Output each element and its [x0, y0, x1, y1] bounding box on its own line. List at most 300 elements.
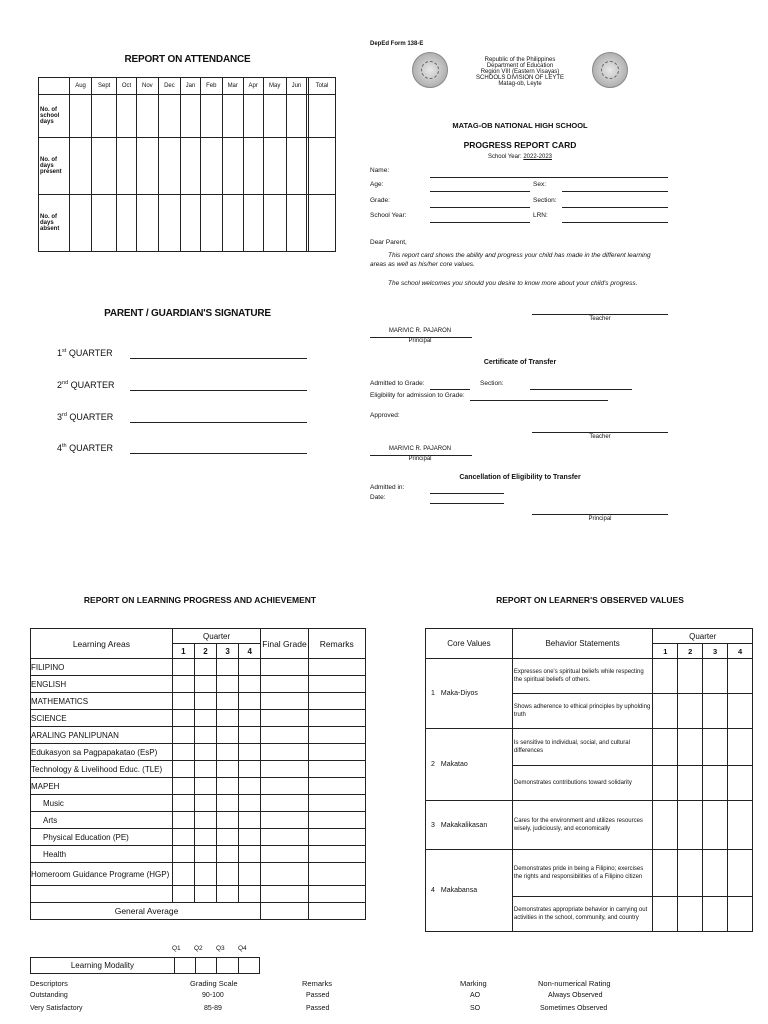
- grade-cell[interactable]: [261, 795, 308, 812]
- quarter-text: QUARTER: [69, 443, 113, 453]
- subject-row: [31, 778, 366, 795]
- transfer-principal-label: Principal: [408, 456, 432, 462]
- grading-scale: [30, 979, 370, 1018]
- grade-cell[interactable]: [217, 795, 239, 812]
- col-remarks: Remarks: [308, 629, 365, 659]
- grade-cell[interactable]: [172, 778, 194, 795]
- value-rating-cell[interactable]: [703, 766, 728, 801]
- attendance-cell[interactable]: [136, 95, 158, 138]
- attendance-cell[interactable]: [158, 195, 180, 252]
- age-field[interactable]: [430, 191, 530, 192]
- grade-cell[interactable]: [239, 676, 261, 693]
- attendance-cell[interactable]: [309, 195, 336, 252]
- row-label-line: days: [40, 119, 54, 125]
- school-year-label: School Year:: [487, 154, 522, 160]
- values-quarter-number: 1: [653, 644, 678, 659]
- attendance-cell[interactable]: [243, 138, 263, 195]
- grade-cell[interactable]: [239, 761, 261, 778]
- cancel-principal-line[interactable]: [532, 514, 668, 515]
- modality-table: [30, 957, 260, 974]
- value-rating-cell[interactable]: [653, 801, 678, 850]
- core-value-number: 2: [431, 761, 435, 768]
- grade-cell[interactable]: [239, 829, 261, 846]
- transfer-teacher-label: Teacher: [589, 434, 611, 440]
- quarter-suffix: st: [62, 348, 67, 354]
- teacher-sign-line[interactable]: [532, 314, 668, 315]
- grade-cell[interactable]: [172, 744, 194, 761]
- grade-cell[interactable]: [217, 710, 239, 727]
- quarter-suffix: th: [62, 443, 67, 449]
- quarter-number-header: 3: [217, 644, 239, 659]
- general-average-remarks[interactable]: [308, 903, 365, 920]
- deped-seal-icon: [412, 52, 448, 88]
- attendance-cell[interactable]: [201, 195, 222, 252]
- name-field[interactable]: [430, 177, 668, 178]
- descriptor: Outstanding: [30, 992, 68, 999]
- grade-cell[interactable]: [172, 829, 194, 846]
- grade-cell[interactable]: [308, 710, 365, 727]
- core-value-number: 1: [431, 690, 435, 697]
- attendance-cell[interactable]: [263, 95, 286, 138]
- value-rating-cell[interactable]: [653, 694, 678, 729]
- grade-cell[interactable]: [217, 676, 239, 693]
- quarter-number: 2: [57, 380, 63, 390]
- core-value: [426, 801, 513, 850]
- grade-cell[interactable]: [261, 886, 308, 903]
- subject-name: MATHEMATICS: [31, 693, 173, 710]
- grade-cell[interactable]: [172, 795, 194, 812]
- sex-field[interactable]: [562, 191, 668, 192]
- grade-cell[interactable]: [239, 659, 261, 676]
- subject-row: [31, 744, 366, 761]
- modality-label: Learning Modality: [31, 958, 175, 974]
- value-rating-cell[interactable]: [728, 850, 753, 897]
- attendance-cell[interactable]: [222, 138, 243, 195]
- attendance-cell[interactable]: [92, 138, 117, 195]
- subject-name: Music: [31, 795, 173, 812]
- month-header: Jun: [286, 78, 306, 95]
- general-average-row: [31, 903, 366, 920]
- grade-cell[interactable]: [239, 812, 261, 829]
- sex-label: Sex:: [533, 181, 547, 188]
- general-average-value[interactable]: [261, 903, 308, 920]
- attendance-row: [39, 138, 336, 195]
- subject-name: SCIENCE: [31, 710, 173, 727]
- month-header: Nov: [136, 78, 158, 95]
- grade-cell[interactable]: [217, 744, 239, 761]
- grade-cell[interactable]: [308, 863, 365, 886]
- modality-cell[interactable]: [174, 958, 195, 974]
- value-rating-cell[interactable]: [678, 897, 703, 932]
- marking-rating: Always Observed: [548, 992, 603, 999]
- subject-name: MAPEH: [31, 778, 173, 795]
- grade-cell[interactable]: [261, 812, 308, 829]
- quarter-number: 1: [57, 348, 63, 358]
- attendance-cell[interactable]: [92, 95, 117, 138]
- month-header: Jan: [180, 78, 200, 95]
- attendance-cell[interactable]: [222, 195, 243, 252]
- division-seal-icon: [592, 52, 628, 88]
- core-value: [426, 729, 513, 801]
- subject-row: [31, 693, 366, 710]
- approved-label: Approved:: [370, 412, 400, 419]
- subject-row: [31, 795, 366, 812]
- core-value-name: Makabansa: [440, 887, 478, 894]
- school-name: MATAG-OB NATIONAL HIGH SCHOOL: [452, 121, 588, 130]
- marking-code: SO: [470, 1005, 481, 1012]
- lrn-field[interactable]: [562, 222, 668, 223]
- attendance-cell[interactable]: [117, 138, 137, 195]
- grade-cell[interactable]: [194, 710, 216, 727]
- row-label-line: days: [40, 220, 54, 226]
- learning-table: [30, 628, 366, 920]
- grade-cell[interactable]: [261, 744, 308, 761]
- value-rating-cell[interactable]: [653, 850, 678, 897]
- value-rating-cell[interactable]: [728, 766, 753, 801]
- quarter-label: [57, 443, 113, 453]
- grade-cell[interactable]: [308, 693, 365, 710]
- attendance-cell[interactable]: [222, 95, 243, 138]
- eligibility-label: Eligibility for admission to Grade:: [370, 392, 465, 399]
- value-rating-cell[interactable]: [728, 801, 753, 850]
- quarter-label: [57, 412, 113, 422]
- grade-cell[interactable]: [261, 659, 308, 676]
- attendance-cell[interactable]: [263, 195, 286, 252]
- attendance-cell[interactable]: [286, 195, 306, 252]
- grade-cell[interactable]: [194, 761, 216, 778]
- cancel-date-field[interactable]: [430, 503, 504, 504]
- transfer-section-field[interactable]: [530, 389, 632, 390]
- attendance-row-label: [39, 195, 70, 252]
- grade-cell[interactable]: [261, 863, 308, 886]
- grade-cell[interactable]: [239, 710, 261, 727]
- value-rating-cell[interactable]: [703, 897, 728, 932]
- transfer-admitted-label: Admitted to Grade:: [370, 380, 425, 387]
- marking-legend: [440, 979, 740, 1018]
- grade-cell[interactable]: [217, 846, 239, 863]
- grade-cell[interactable]: [239, 846, 261, 863]
- marking-header: Marking: [460, 979, 487, 988]
- grade-cell[interactable]: [239, 693, 261, 710]
- grade-cell[interactable]: [194, 829, 216, 846]
- grade-cell[interactable]: [261, 676, 308, 693]
- grade-cell[interactable]: [308, 795, 365, 812]
- grade-cell[interactable]: [194, 778, 216, 795]
- grade-cell[interactable]: [172, 659, 194, 676]
- signature-line[interactable]: [130, 390, 307, 391]
- descriptor: Very Satisfactory: [30, 1005, 83, 1012]
- subject-row: [31, 761, 366, 778]
- subject-name: [31, 886, 173, 903]
- values-quarter-number: 4: [728, 644, 753, 659]
- subject-row: [31, 886, 366, 903]
- learning-title: REPORT ON LEARNING PROGRESS AND ACHIEVEMENT: [83, 595, 317, 605]
- subject-name: Arts: [31, 812, 173, 829]
- grade-cell[interactable]: [308, 812, 365, 829]
- behavior-statement: Is sensitive to individual, social, and cultural differences: [512, 729, 652, 766]
- section-label: Section:: [533, 197, 557, 204]
- value-rating-cell[interactable]: [703, 801, 728, 850]
- transfer-section-label: Section:: [480, 380, 504, 387]
- header-line: Republic of the Philippines: [484, 57, 556, 63]
- grade-cell[interactable]: [261, 727, 308, 744]
- month-header: Dec: [158, 78, 180, 95]
- behavior-statement: Demonstrates appropriate behavior in carrying out activities in the school, community, and country: [512, 897, 652, 932]
- name-label: Name:: [370, 167, 390, 174]
- grade-cell[interactable]: [217, 693, 239, 710]
- grade-cell[interactable]: [239, 795, 261, 812]
- grade-cell[interactable]: [217, 863, 239, 886]
- attendance-cell[interactable]: [180, 138, 200, 195]
- grade-field[interactable]: [430, 207, 530, 208]
- grade-cell[interactable]: [194, 693, 216, 710]
- attendance-cell[interactable]: [117, 195, 137, 252]
- attendance-cell[interactable]: [243, 95, 263, 138]
- month-header: May: [263, 78, 286, 95]
- grading-remarks-header: Remarks: [302, 979, 333, 988]
- attendance-cell[interactable]: [286, 95, 306, 138]
- grade-cell[interactable]: [308, 829, 365, 846]
- signature-line[interactable]: [130, 358, 307, 359]
- row-label-line: school: [40, 113, 60, 119]
- transfer-title: Certificate of Transfer: [483, 359, 557, 366]
- header-line: Region VIII (Eastern Visayas): [480, 69, 560, 75]
- row-label-line: days: [40, 163, 54, 169]
- grade-cell[interactable]: [172, 710, 194, 727]
- row-label-line: absent: [40, 226, 60, 232]
- attendance-row-label: [39, 95, 70, 138]
- signature-line[interactable]: [130, 422, 307, 423]
- rating-header: Non-numerical Rating: [538, 979, 611, 988]
- attendance-cell[interactable]: [180, 195, 200, 252]
- signature-line[interactable]: [130, 453, 307, 454]
- grade-cell[interactable]: [308, 659, 365, 676]
- grade-cell[interactable]: [308, 727, 365, 744]
- grade-cell[interactable]: [261, 778, 308, 795]
- grade-cell[interactable]: [194, 846, 216, 863]
- value-rating-cell[interactable]: [678, 801, 703, 850]
- col-learning-areas: Learning Areas: [31, 629, 173, 659]
- grade-cell[interactable]: [308, 846, 365, 863]
- cancel-principal-label: Principal: [588, 516, 612, 522]
- subject-name: ENGLISH: [31, 676, 173, 693]
- age-label: Age:: [370, 181, 384, 188]
- grade-cell[interactable]: [239, 778, 261, 795]
- quarter-label: [57, 348, 113, 358]
- header-line: SCHOOLS DIVISION OF LEYTE: [475, 75, 565, 81]
- quarter-number-header: 2: [194, 644, 216, 659]
- grade-cell[interactable]: [194, 676, 216, 693]
- value-rating-cell[interactable]: [703, 729, 728, 766]
- behavior-row: [426, 850, 753, 897]
- quarter-number-header: 4: [239, 644, 261, 659]
- attendance-cell[interactable]: [180, 95, 200, 138]
- grade-cell[interactable]: [261, 693, 308, 710]
- attendance-corner: [39, 78, 70, 95]
- behavior-statement: Demonstrates pride in being a Filipino; exercises the rights and responsibilities of a Filipino citizen: [512, 850, 652, 897]
- value-rating-cell[interactable]: [678, 694, 703, 729]
- behavior-row: [426, 801, 753, 850]
- attendance-cell[interactable]: [263, 138, 286, 195]
- behavior-statement: Cares for the environment and utilizes resources wisely, judiciously, and economically: [512, 801, 652, 850]
- value-rating-cell[interactable]: [703, 850, 728, 897]
- quarter-suffix: nd: [62, 380, 69, 386]
- value-rating-cell[interactable]: [728, 897, 753, 932]
- value-rating-cell[interactable]: [653, 897, 678, 932]
- attendance-cell[interactable]: [201, 138, 222, 195]
- value-rating-cell[interactable]: [653, 766, 678, 801]
- grade-cell[interactable]: [239, 744, 261, 761]
- grade-cell[interactable]: [239, 886, 261, 903]
- grade-cell[interactable]: [194, 744, 216, 761]
- school-year-line: [370, 154, 670, 160]
- form-number: DepEd Form 138-E: [370, 41, 424, 47]
- grade-cell[interactable]: [194, 795, 216, 812]
- school-year-value: 2022-2023: [523, 154, 553, 160]
- attendance-cell[interactable]: [70, 95, 92, 138]
- behavior-statement: Expresses one's spiritual beliefs while respecting the spiritual beliefs of others.: [512, 659, 652, 694]
- transfer-teacher-line[interactable]: [532, 432, 668, 433]
- grade-cell[interactable]: [261, 846, 308, 863]
- attendance-cell[interactable]: [201, 95, 222, 138]
- grade-cell[interactable]: [308, 761, 365, 778]
- grade-cell[interactable]: [194, 659, 216, 676]
- core-value: [426, 850, 513, 932]
- grade-cell[interactable]: [194, 863, 216, 886]
- attendance-cell[interactable]: [158, 95, 180, 138]
- grade-cell[interactable]: [172, 761, 194, 778]
- grade-cell[interactable]: [261, 710, 308, 727]
- attendance-table: [38, 77, 336, 252]
- quarter-label: [57, 380, 115, 390]
- core-value-name: Makatao: [440, 761, 468, 768]
- attendance-cell[interactable]: [136, 138, 158, 195]
- attendance-cell[interactable]: [309, 95, 336, 138]
- section-field[interactable]: [562, 207, 668, 208]
- value-rating-cell[interactable]: [678, 729, 703, 766]
- value-rating-cell[interactable]: [678, 850, 703, 897]
- grade-cell[interactable]: [194, 886, 216, 903]
- grade-cell[interactable]: [172, 727, 194, 744]
- grade-cell[interactable]: [172, 812, 194, 829]
- grade-cell[interactable]: [308, 744, 365, 761]
- grade-cell[interactable]: [172, 863, 194, 886]
- grade-cell[interactable]: [217, 886, 239, 903]
- core-value: [426, 659, 513, 729]
- subject-row: [31, 846, 366, 863]
- grade-cell[interactable]: [261, 829, 308, 846]
- row-label-line: present: [40, 169, 62, 175]
- marking-code: AO: [470, 992, 481, 999]
- attendance-cell[interactable]: [92, 195, 117, 252]
- grade-cell[interactable]: [172, 693, 194, 710]
- transfer-admitted-field[interactable]: [430, 389, 470, 390]
- grade-cell[interactable]: [239, 863, 261, 886]
- quarter-short-label: Q1: [172, 945, 181, 952]
- value-rating-cell[interactable]: [703, 659, 728, 694]
- value-rating-cell[interactable]: [678, 766, 703, 801]
- lrn-label: LRN:: [533, 212, 548, 219]
- attendance-cell[interactable]: [158, 138, 180, 195]
- grade-cell[interactable]: [194, 812, 216, 829]
- attendance-cell[interactable]: [117, 95, 137, 138]
- grade-cell[interactable]: [308, 886, 365, 903]
- modality-cell[interactable]: [238, 958, 259, 974]
- grade-cell[interactable]: [217, 727, 239, 744]
- value-rating-cell[interactable]: [703, 694, 728, 729]
- cancel-admitted-field[interactable]: [430, 493, 504, 494]
- scale: 90-100: [202, 992, 224, 999]
- attendance-cell[interactable]: [136, 195, 158, 252]
- subject-row: [31, 829, 366, 846]
- grade-cell[interactable]: [217, 812, 239, 829]
- attendance-cell[interactable]: [243, 195, 263, 252]
- marking-rating: Sometimes Observed: [540, 1005, 608, 1012]
- grade-cell[interactable]: [308, 676, 365, 693]
- attendance-cell[interactable]: [286, 138, 306, 195]
- header-lines: [450, 57, 590, 87]
- core-value-name: Maka-Diyos: [440, 690, 478, 697]
- month-header: Feb: [201, 78, 222, 95]
- letter-greeting: Dear Parent,: [370, 239, 407, 246]
- subject-name: Edukasyon sa Pagpapakatao (EsP): [31, 744, 173, 761]
- col-values-quarter: Quarter: [653, 629, 753, 644]
- subject-row: [31, 727, 366, 744]
- attendance-row-label: [39, 138, 70, 195]
- values-title: REPORT ON LEARNER'S OBSERVED VALUES: [496, 595, 684, 605]
- grade-cell[interactable]: [217, 829, 239, 846]
- modality-cell[interactable]: [217, 958, 238, 974]
- core-value-number: 4: [431, 887, 435, 894]
- value-rating-cell[interactable]: [728, 659, 753, 694]
- values-quarter-number: 2: [678, 644, 703, 659]
- grade-cell[interactable]: [217, 778, 239, 795]
- attendance-title: REPORT ON ATTENDANCE: [124, 54, 251, 65]
- modality-cell[interactable]: [196, 958, 217, 974]
- principal-label: Principal: [408, 338, 432, 344]
- value-rating-cell[interactable]: [728, 729, 753, 766]
- behavior-statement: Demonstrates contributions toward solidarity: [512, 766, 652, 801]
- grade-cell[interactable]: [172, 846, 194, 863]
- grade-cell[interactable]: [217, 761, 239, 778]
- eligibility-field[interactable]: [470, 400, 608, 401]
- grade-cell[interactable]: [172, 676, 194, 693]
- grade-cell[interactable]: [261, 761, 308, 778]
- grade-cell[interactable]: [194, 727, 216, 744]
- grade-cell[interactable]: [308, 778, 365, 795]
- attendance-cell[interactable]: [70, 195, 92, 252]
- value-rating-cell[interactable]: [653, 659, 678, 694]
- schoolyear-field[interactable]: [430, 222, 530, 223]
- behavior-row: [426, 729, 753, 766]
- grade-remark: Passed: [306, 992, 330, 999]
- grade-cell[interactable]: [172, 886, 194, 903]
- grade-remark: Passed: [306, 1005, 330, 1012]
- subject-name: Health: [31, 846, 173, 863]
- grade-cell[interactable]: [217, 659, 239, 676]
- subject-name: FILIPINO: [31, 659, 173, 676]
- grade-cell[interactable]: [239, 727, 261, 744]
- value-rating-cell[interactable]: [653, 729, 678, 766]
- value-rating-cell[interactable]: [728, 694, 753, 729]
- subject-row: [31, 863, 366, 886]
- descriptors-header: Descriptors: [30, 979, 68, 988]
- value-rating-cell[interactable]: [678, 659, 703, 694]
- signature-title: PARENT / GUARDIAN'S SIGNATURE: [104, 308, 271, 319]
- quarter-short-label: Q2: [194, 945, 203, 952]
- attendance-cell[interactable]: [70, 138, 92, 195]
- attendance-cell[interactable]: [309, 138, 336, 195]
